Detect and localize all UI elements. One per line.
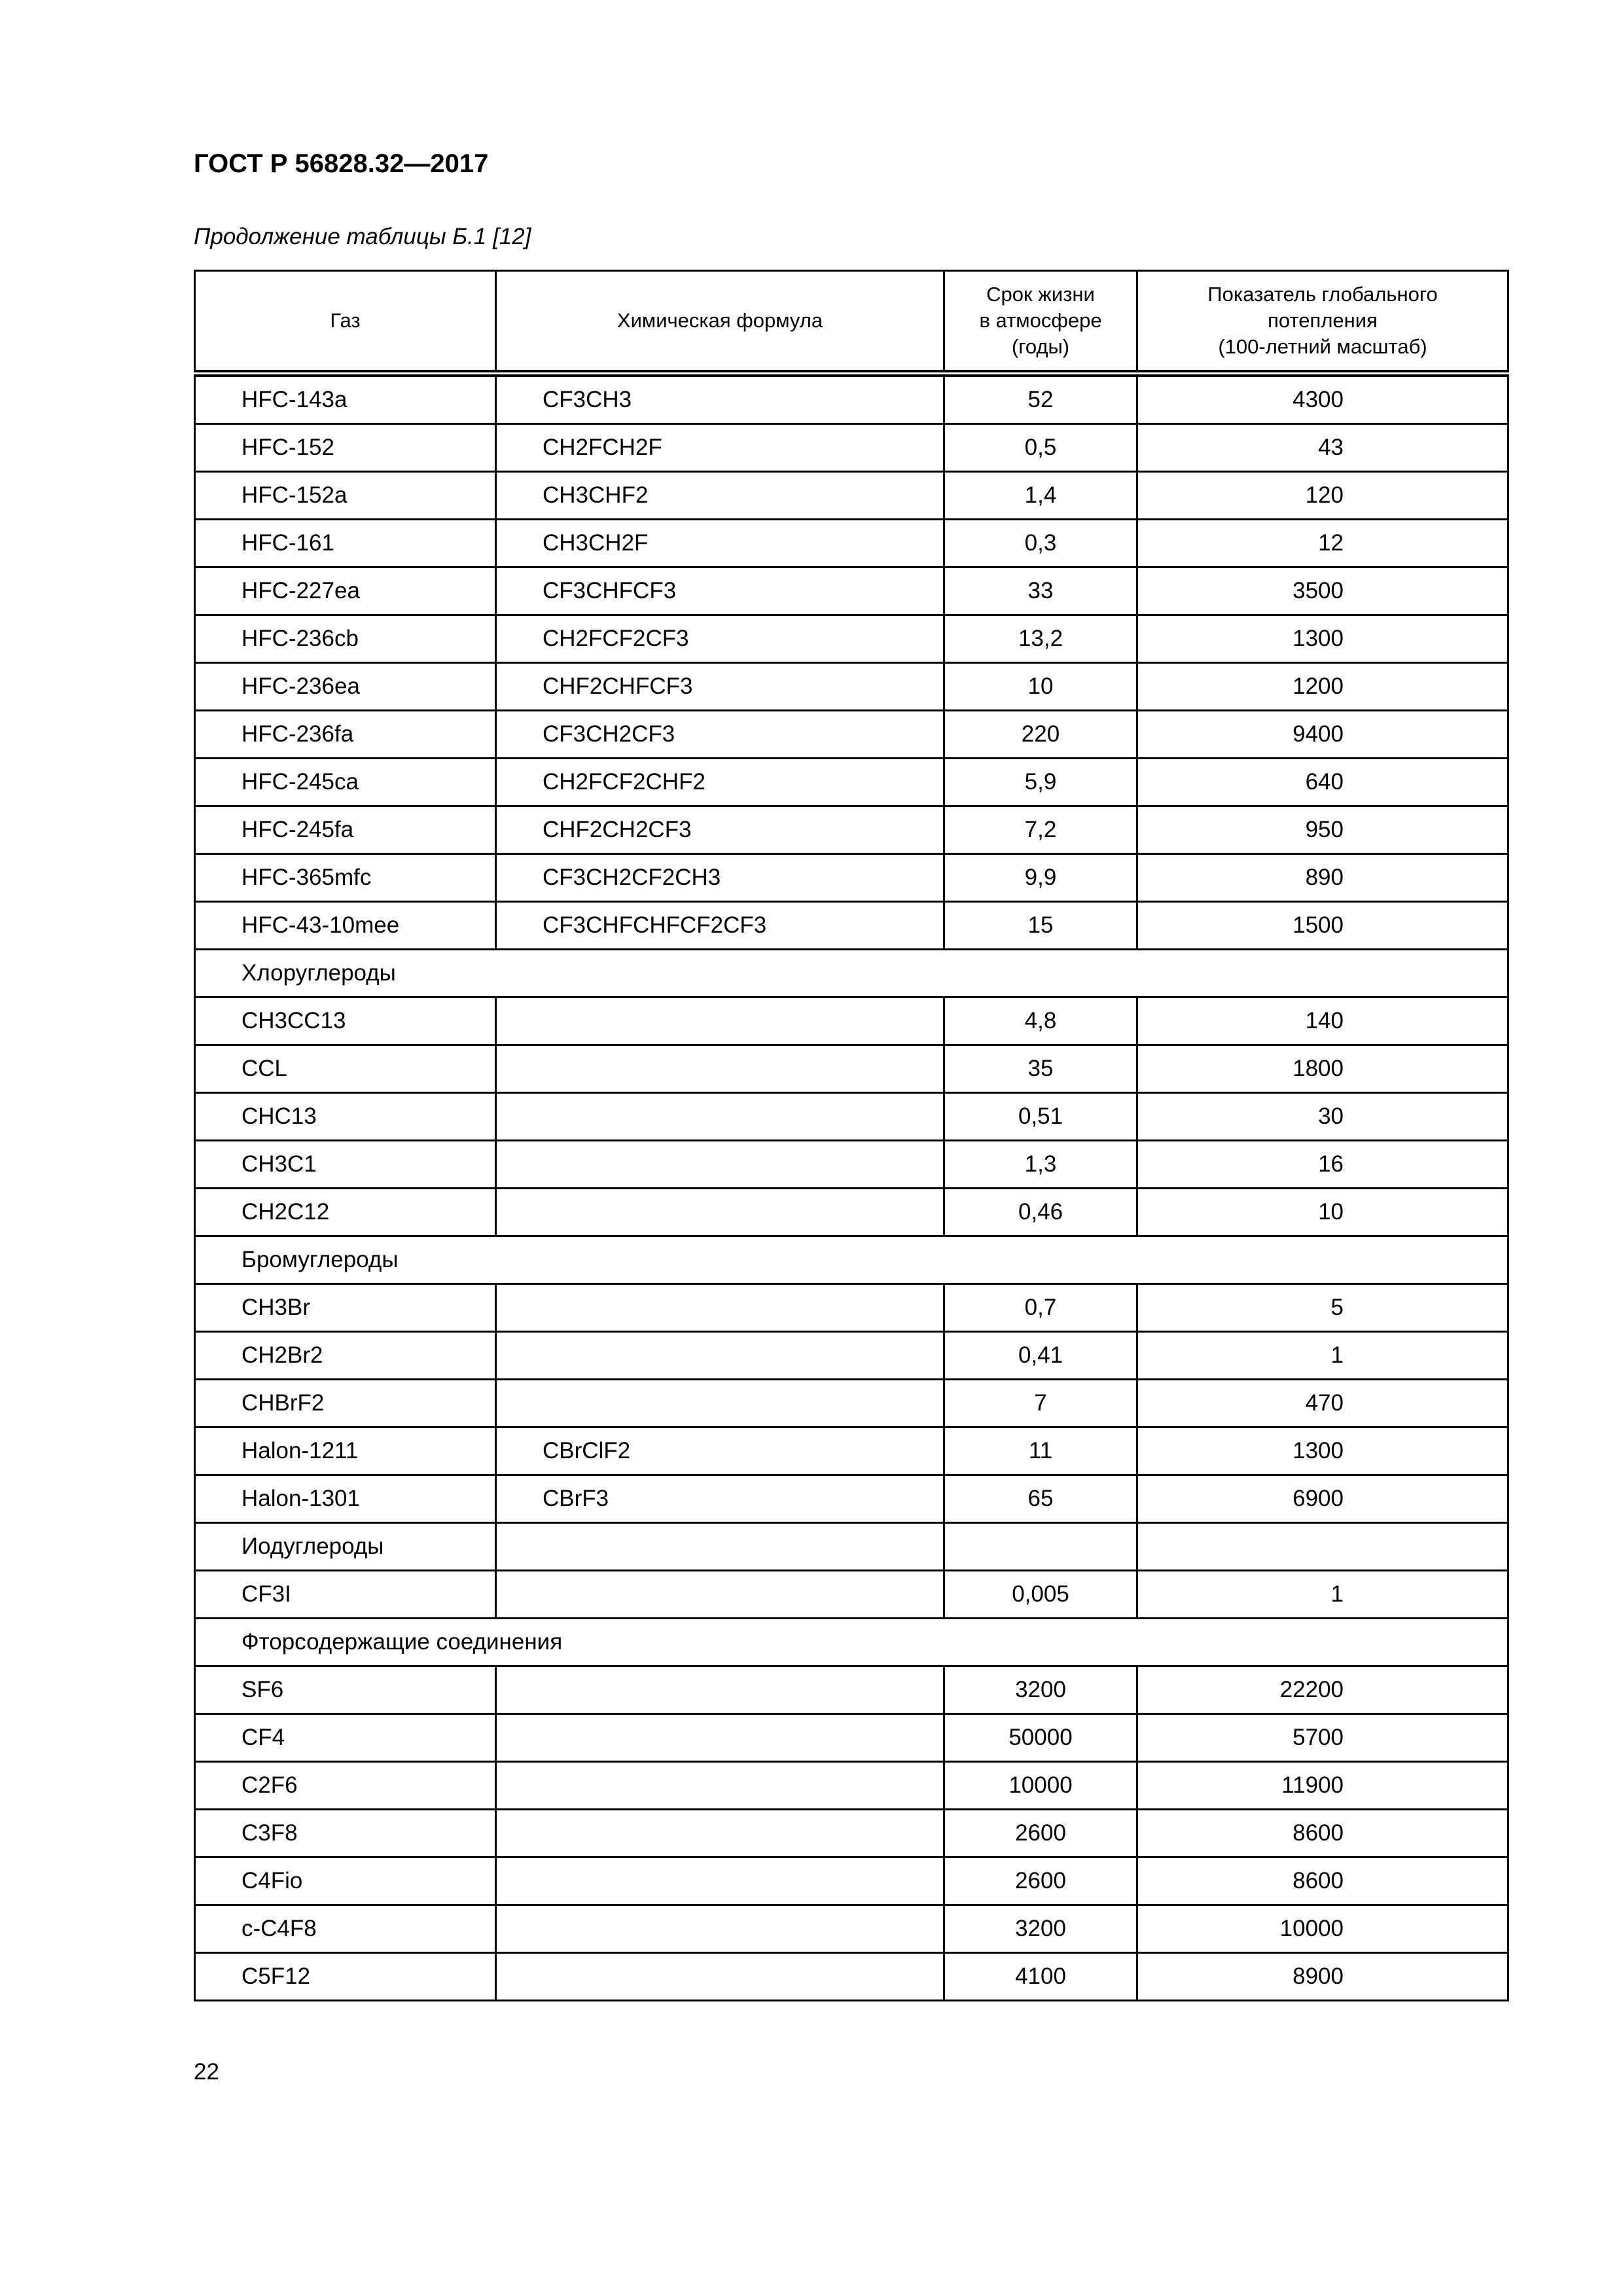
gwp-cell: 5	[1137, 1284, 1508, 1332]
lifetime-cell: 52	[944, 374, 1137, 424]
formula-cell	[496, 1284, 944, 1332]
standard-title: ГОСТ Р 56828.32—2017	[194, 149, 489, 178]
group-label: Бромуглероды	[195, 1236, 1508, 1284]
gwp-cell: 11900	[1137, 1762, 1508, 1810]
formula-cell: CBrF3	[496, 1475, 944, 1523]
formula-cell	[496, 1762, 944, 1810]
lifetime-cell: 13,2	[944, 615, 1137, 663]
table-row	[195, 1905, 1508, 1953]
lifetime-cell: 35	[944, 1045, 1137, 1093]
formula-cell	[496, 1523, 944, 1571]
table-row	[195, 711, 1508, 759]
lifetime-cell: 1,3	[944, 1141, 1137, 1189]
lifetime-cell: 15	[944, 902, 1137, 950]
lifetime-cell	[944, 1523, 1137, 1571]
lifetime-cell: 0,3	[944, 520, 1137, 567]
formula-cell: CH2FCH2F	[496, 424, 944, 472]
gas-cell: CHBrF2	[195, 1380, 496, 1427]
lifetime-cell: 7	[944, 1380, 1137, 1427]
table-row	[195, 1666, 1508, 1714]
gwp-cell: 1	[1137, 1571, 1508, 1619]
gwp-cell: 1300	[1137, 1427, 1508, 1475]
table-row	[195, 1857, 1508, 1905]
gas-cell: c-C4F8	[195, 1905, 496, 1953]
gas-cell: SF6	[195, 1666, 496, 1714]
gas-cell: CHC13	[195, 1093, 496, 1141]
table-row	[195, 902, 1508, 950]
gas-cell: CH3C1	[195, 1141, 496, 1189]
formula-cell	[496, 1810, 944, 1857]
table-row	[195, 1045, 1508, 1093]
lifetime-cell: 11	[944, 1427, 1137, 1475]
gwp-cell: 12	[1137, 520, 1508, 567]
gas-cell: C4Fio	[195, 1857, 496, 1905]
gas-cell: CH2C12	[195, 1189, 496, 1236]
lifetime-cell: 9,9	[944, 854, 1137, 902]
formula-cell	[496, 1714, 944, 1762]
column-header-gas: Газ	[195, 271, 496, 374]
gwp-cell: 950	[1137, 806, 1508, 854]
lifetime-cell: 4100	[944, 1953, 1137, 2001]
table-row	[195, 1523, 1508, 1571]
gwp-cell: 890	[1137, 854, 1508, 902]
table-row	[195, 1189, 1508, 1236]
lifetime-cell: 3200	[944, 1905, 1137, 1953]
table-row	[195, 567, 1508, 615]
gas-cell: C5F12	[195, 1953, 496, 2001]
gwp-cell: 1300	[1137, 615, 1508, 663]
lifetime-cell: 33	[944, 567, 1137, 615]
lifetime-cell: 3200	[944, 1666, 1137, 1714]
formula-cell	[496, 1380, 944, 1427]
gas-cell: CH3CC13	[195, 997, 496, 1045]
table-row	[195, 472, 1508, 520]
formula-cell: CHF2CH2CF3	[496, 806, 944, 854]
gas-cell: HFC-236fa	[195, 711, 496, 759]
lifetime-cell: 2600	[944, 1857, 1137, 1905]
formula-cell: CH2FCF2CF3	[496, 615, 944, 663]
group-label: Хлоруглероды	[195, 950, 1508, 997]
table-row	[195, 806, 1508, 854]
table-row	[195, 615, 1508, 663]
gwp-cell: 6900	[1137, 1475, 1508, 1523]
table-row	[195, 1762, 1508, 1810]
formula-cell: CF3CH2CF2CH3	[496, 854, 944, 902]
lifetime-cell: 10	[944, 663, 1137, 711]
table-row	[195, 520, 1508, 567]
formula-cell: CF3CHFCF3	[496, 567, 944, 615]
gwp-cell: 8900	[1137, 1953, 1508, 2001]
table-row	[195, 1332, 1508, 1380]
gas-cell: HFC-152a	[195, 472, 496, 520]
gwp-cell: 4300	[1137, 374, 1508, 424]
formula-cell	[496, 1045, 944, 1093]
table-group-row	[195, 1236, 1508, 1284]
gas-cell: Иодуглероды	[195, 1523, 496, 1571]
gwp-cell: 1	[1137, 1332, 1508, 1380]
table-row	[195, 854, 1508, 902]
lifetime-cell: 10000	[944, 1762, 1137, 1810]
table-row	[195, 1810, 1508, 1857]
gas-cell: HFC-236cb	[195, 615, 496, 663]
gas-cell: CF3I	[195, 1571, 496, 1619]
formula-cell: CH3CH2F	[496, 520, 944, 567]
gas-cell: C3F8	[195, 1810, 496, 1857]
gwp-cell: 30	[1137, 1093, 1508, 1141]
gwp-cell: 10	[1137, 1189, 1508, 1236]
formula-cell: CF3CH2CF3	[496, 711, 944, 759]
formula-cell	[496, 1857, 944, 1905]
gwp-cell: 1200	[1137, 663, 1508, 711]
gas-cell: CF4	[195, 1714, 496, 1762]
lifetime-cell: 65	[944, 1475, 1137, 1523]
gas-cell: CH3Br	[195, 1284, 496, 1332]
table-caption: Продолжение таблицы Б.1 [12]	[194, 224, 531, 249]
formula-cell	[496, 1953, 944, 2001]
gas-cell: HFC-152	[195, 424, 496, 472]
gwp-cell: 16	[1137, 1141, 1508, 1189]
formula-cell	[496, 1189, 944, 1236]
table-row	[195, 1427, 1508, 1475]
table-row	[195, 1714, 1508, 1762]
table-group-row	[195, 950, 1508, 997]
table-row	[195, 1093, 1508, 1141]
column-header-gwp: Показатель глобального потепления (100-летний масштаб)	[1137, 271, 1508, 374]
group-label: Фторсодержащие соединения	[195, 1619, 1508, 1666]
table-row	[195, 1141, 1508, 1189]
table-header-row	[195, 271, 1508, 374]
gwp-cell: 5700	[1137, 1714, 1508, 1762]
gwp-cell: 470	[1137, 1380, 1508, 1427]
gwp-cell: 10000	[1137, 1905, 1508, 1953]
formula-cell: CH2FCF2CHF2	[496, 759, 944, 806]
lifetime-cell: 1,4	[944, 472, 1137, 520]
gas-cell: Halon-1211	[195, 1427, 496, 1475]
table-body	[195, 374, 1508, 2001]
gwp-table	[194, 270, 1509, 2001]
lifetime-cell: 220	[944, 711, 1137, 759]
gas-cell: HFC-143a	[195, 374, 496, 424]
formula-cell: CF3CH3	[496, 374, 944, 424]
gwp-cell: 9400	[1137, 711, 1508, 759]
gas-cell: HFC-245ca	[195, 759, 496, 806]
lifetime-cell: 50000	[944, 1714, 1137, 1762]
table-row	[195, 1380, 1508, 1427]
table-row	[195, 1284, 1508, 1332]
formula-cell	[496, 1332, 944, 1380]
gas-cell: HFC-227ea	[195, 567, 496, 615]
formula-cell	[496, 1093, 944, 1141]
gas-cell: HFC-365mfc	[195, 854, 496, 902]
formula-cell: CH3CHF2	[496, 472, 944, 520]
formula-cell	[496, 1905, 944, 1953]
gas-cell: CCL	[195, 1045, 496, 1093]
column-header-lifetime: Срок жизни в атмосфере (годы)	[944, 271, 1137, 374]
gas-cell: HFC-245fa	[195, 806, 496, 854]
lifetime-cell: 0,46	[944, 1189, 1137, 1236]
gwp-cell: 640	[1137, 759, 1508, 806]
lifetime-cell: 4,8	[944, 997, 1137, 1045]
formula-cell	[496, 1141, 944, 1189]
gas-cell: HFC-43-10mee	[195, 902, 496, 950]
lifetime-cell: 7,2	[944, 806, 1137, 854]
table-row	[195, 663, 1508, 711]
gwp-cell: 1800	[1137, 1045, 1508, 1093]
table-row	[195, 424, 1508, 472]
gas-cell: HFC-236ea	[195, 663, 496, 711]
lifetime-cell: 0,7	[944, 1284, 1137, 1332]
formula-cell	[496, 1571, 944, 1619]
lifetime-cell: 2600	[944, 1810, 1137, 1857]
lifetime-cell: 0,5	[944, 424, 1137, 472]
column-header-formula: Химическая формула	[496, 271, 944, 374]
table-row	[195, 759, 1508, 806]
gas-cell: HFC-161	[195, 520, 496, 567]
gwp-cell: 1500	[1137, 902, 1508, 950]
gwp-cell: 3500	[1137, 567, 1508, 615]
table-row	[195, 1953, 1508, 2001]
gwp-cell: 140	[1137, 997, 1508, 1045]
table-row	[195, 997, 1508, 1045]
gwp-cell	[1137, 1523, 1508, 1571]
gwp-cell: 8600	[1137, 1810, 1508, 1857]
gas-cell: Halon-1301	[195, 1475, 496, 1523]
page-number: 22	[194, 2059, 219, 2085]
table-group-row	[195, 1619, 1508, 1666]
lifetime-cell: 0,51	[944, 1093, 1137, 1141]
formula-cell	[496, 997, 944, 1045]
gas-cell: CH2Br2	[195, 1332, 496, 1380]
table-row	[195, 1475, 1508, 1523]
formula-cell: CF3CHFCHFCF2CF3	[496, 902, 944, 950]
formula-cell: CHF2CHFCF3	[496, 663, 944, 711]
gwp-cell: 8600	[1137, 1857, 1508, 1905]
table-row	[195, 374, 1508, 424]
gas-cell: C2F6	[195, 1762, 496, 1810]
lifetime-cell: 0,41	[944, 1332, 1137, 1380]
formula-cell	[496, 1666, 944, 1714]
formula-cell: CBrClF2	[496, 1427, 944, 1475]
gwp-cell: 43	[1137, 424, 1508, 472]
gwp-cell: 120	[1137, 472, 1508, 520]
lifetime-cell: 0,005	[944, 1571, 1137, 1619]
gwp-cell: 22200	[1137, 1666, 1508, 1714]
lifetime-cell: 5,9	[944, 759, 1137, 806]
table-row	[195, 1571, 1508, 1619]
